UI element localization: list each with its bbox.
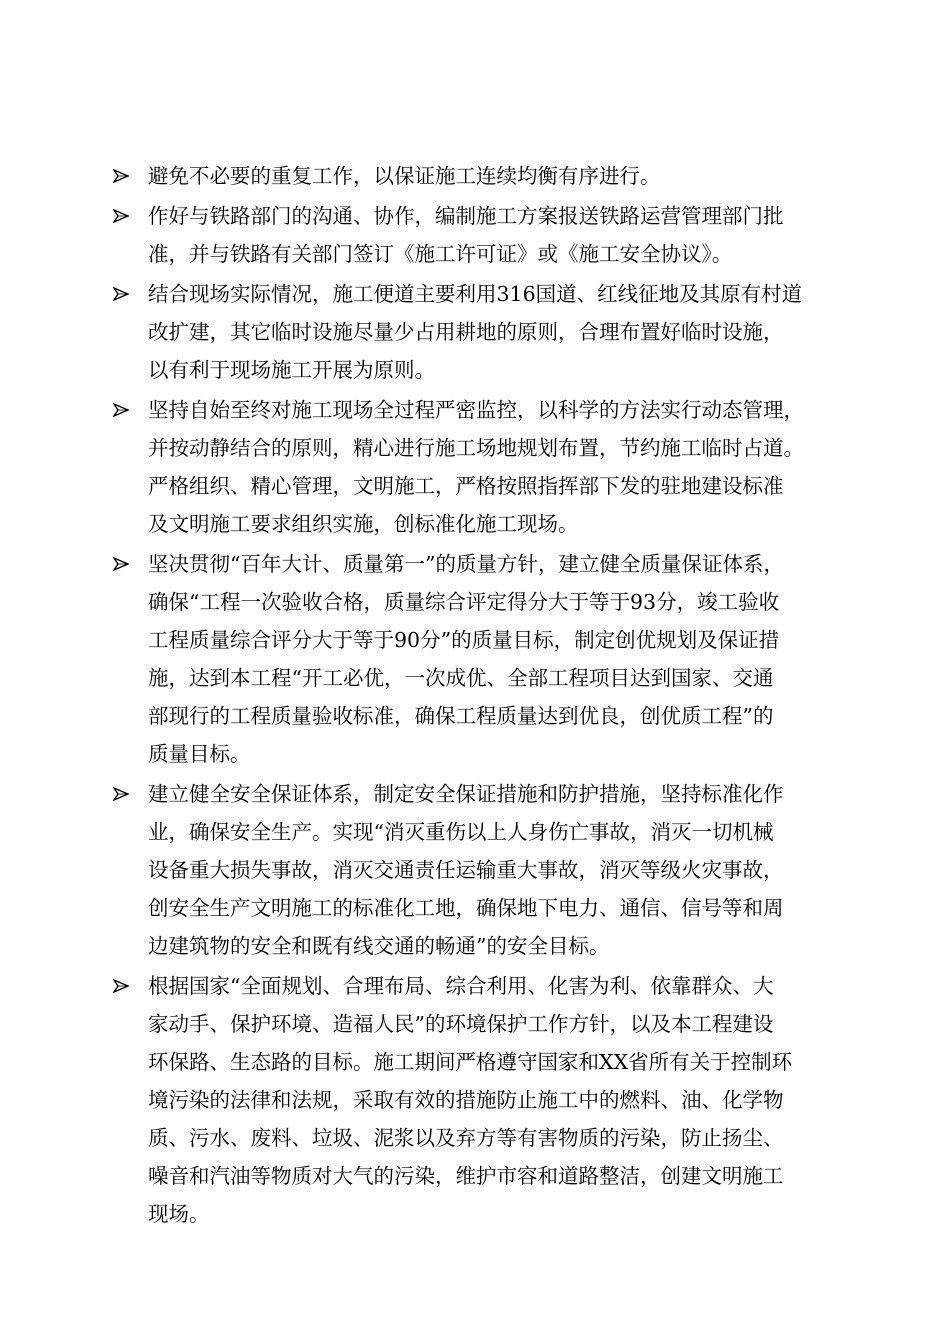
paragraph-line: 境污染的法律和法规，采取有效的措施防止施工中的燃料、油、化学物 xyxy=(148,1088,784,1112)
arrowhead-bullet-icon xyxy=(113,391,135,429)
paragraph-line: 改扩建，其它临时设施尽量少占用耕地的原则，合理布置好临时设施， xyxy=(148,320,784,344)
paragraph-line: 确保“工程一次验收合格，质量综合评定得分大于等于93分，竣工验收 xyxy=(148,590,780,614)
arrowhead-bullet-icon xyxy=(113,157,135,195)
paragraph-line: 创安全生产文明施工的标准化工地，确保地下电力、通信、信号等和周 xyxy=(148,896,784,920)
paragraph-line: 现场。 xyxy=(148,1202,210,1226)
paragraph-line: 边建筑物的安全和既有线交通的畅通”的安全目标。 xyxy=(148,934,610,958)
arrowhead-bullet-icon xyxy=(113,545,135,583)
paragraph-line: 根据国家“全面规划、合理布局、综合利用、化害为利、依靠群众、大 xyxy=(148,974,774,998)
paragraph-line: 避免不必要的重复工作，以保证施工连续均衡有序进行。 xyxy=(148,164,661,188)
list-item xyxy=(113,967,883,1233)
paragraph-line: 建立健全安全保证体系，制定安全保证措施和防护措施，坚持标准化作 xyxy=(148,782,784,806)
paragraph-line: 以有利于现场施工开展为原则。 xyxy=(148,358,435,382)
paragraph-line: 业，确保安全生产。实现“消灭重伤以上人身伤亡事故，消灭一切机械 xyxy=(148,820,774,844)
paragraph-line: 结合现场实际情况，施工便道主要利用316国道、红线征地及其原有村道 xyxy=(148,282,803,306)
list-item xyxy=(113,391,883,543)
arrowhead-bullet-icon xyxy=(113,197,135,235)
arrowhead-bullet-icon xyxy=(113,275,135,313)
list-item xyxy=(113,197,883,273)
paragraph-line: 噪音和汽油等物质对大气的污染，维护市容和道路整洁，创建文明施工 xyxy=(148,1164,784,1188)
list-item xyxy=(113,157,883,195)
paragraph-line: 作好与铁路部门的沟通、协作，编制施工方案报送铁路运营管理部门批 xyxy=(148,204,784,228)
paragraph-line: 设备重大损失事故，消灭交通责任运输重大事故，消灭等级火灾事故， xyxy=(148,858,784,882)
paragraph-line: 质量目标。 xyxy=(148,742,251,766)
paragraph-line: 工程质量综合评分大于等于90分”的质量目标，制定创优规划及保证措 xyxy=(148,628,780,652)
paragraph-line: 质、污水、废料、垃圾、泥浆以及弃方等有害物质的污染，防止扬尘、 xyxy=(148,1126,784,1150)
paragraph-line: 及文明施工要求组织实施，创标准化施工现场。 xyxy=(148,512,579,536)
list-item xyxy=(113,545,883,773)
list-item xyxy=(113,275,883,389)
bullet-list xyxy=(113,157,883,1233)
paragraph-line: 严格组织、精心管理，文明施工，严格按照指挥部下发的驻地建设标准 xyxy=(148,474,784,498)
paragraph-line: 施，达到本工程“开工必优，一次成优、全部工程项目达到国家、交通 xyxy=(148,666,774,690)
arrowhead-bullet-icon xyxy=(113,775,135,813)
paragraph-line: 准，并与铁路有关部门签订《施工许可证》或《施工安全协议》。 xyxy=(148,242,733,266)
arrowhead-bullet-icon xyxy=(113,967,135,1005)
paragraph-line: 坚持自始至终对施工现场全过程严密监控，以科学的方法实行动态管理， xyxy=(148,398,804,422)
paragraph-line: 并按动静结合的原则，精心进行施工场地规划布置，节约施工临时占道。 xyxy=(148,436,804,460)
paragraph-line: 环保路、生态路的目标。施工期间严格遵守国家和XX省所有关于控制环 xyxy=(148,1050,793,1074)
paragraph-line: 部现行的工程质量验收标准，确保工程质量达到优良，创优质工程”的 xyxy=(148,704,774,728)
list-item xyxy=(113,775,883,965)
paragraph-line: 家动手、保护环境、造福人民”的环境保护工作方针，以及本工程建设 xyxy=(148,1012,774,1036)
paragraph-line: 坚决贯彻“百年大计、质量第一”的质量方针，建立健全质量保证体系， xyxy=(148,552,784,576)
